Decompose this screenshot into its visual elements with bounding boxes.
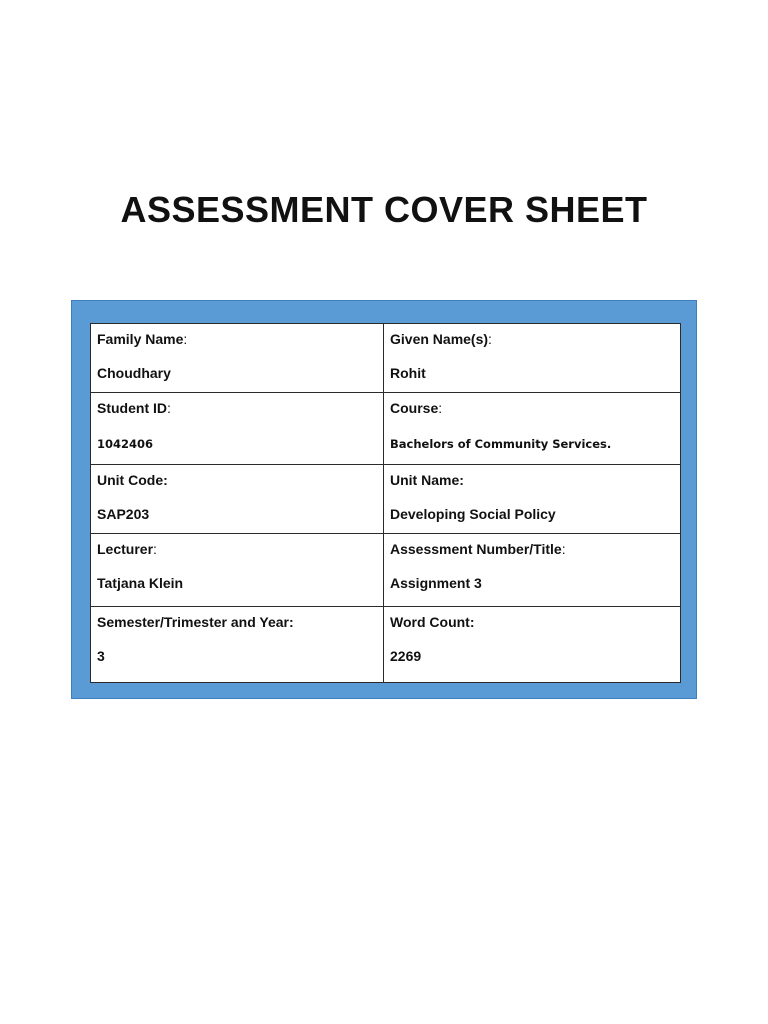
page-title: ASSESSMENT COVER SHEET (120, 189, 648, 230)
table-row (91, 465, 681, 534)
student-id-cell (91, 393, 384, 465)
family-name-label: Family Name: (97, 331, 188, 347)
table-row (91, 607, 681, 683)
table-row (91, 534, 681, 607)
semester-value: 3 (97, 648, 105, 664)
lecturer-cell (91, 534, 384, 607)
course-value: Bachelors of Community Services. (390, 437, 612, 451)
assessment-title-cell (384, 534, 681, 607)
assessment-title-label: Assessment Number/Title: (390, 541, 566, 557)
lecturer-label: Lecturer: (97, 541, 157, 557)
family-name-value: Choudhary (97, 365, 171, 381)
table-row (91, 393, 681, 465)
given-names-label: Given Name(s): (390, 331, 492, 347)
cover-sheet-table (90, 323, 681, 683)
word-count-value: 2269 (390, 648, 422, 664)
semester-label: Semester/Trimester and Year: (97, 614, 294, 630)
word-count-label: Word Count: (390, 614, 475, 630)
word-count-cell (384, 607, 681, 683)
student-id-value: 1042406 (97, 437, 154, 451)
unit-name-value: Developing Social Policy (390, 506, 556, 522)
table-row (91, 324, 681, 393)
unit-name-cell (384, 465, 681, 534)
student-id-label: Student ID: (97, 400, 171, 416)
course-label: Course: (390, 400, 443, 416)
unit-code-label: Unit Code: (97, 472, 168, 488)
semester-cell (91, 607, 384, 683)
given-names-cell (384, 324, 681, 393)
family-name-cell (91, 324, 384, 393)
assessment-title-value: Assignment 3 (390, 575, 482, 591)
cover-sheet-frame (71, 300, 697, 699)
course-cell (384, 393, 681, 465)
unit-name-label: Unit Name: (390, 472, 464, 488)
unit-code-cell (91, 465, 384, 534)
unit-code-value: SAP203 (97, 506, 150, 522)
lecturer-value: Tatjana Klein (97, 575, 184, 591)
given-names-value: Rohit (390, 365, 426, 381)
